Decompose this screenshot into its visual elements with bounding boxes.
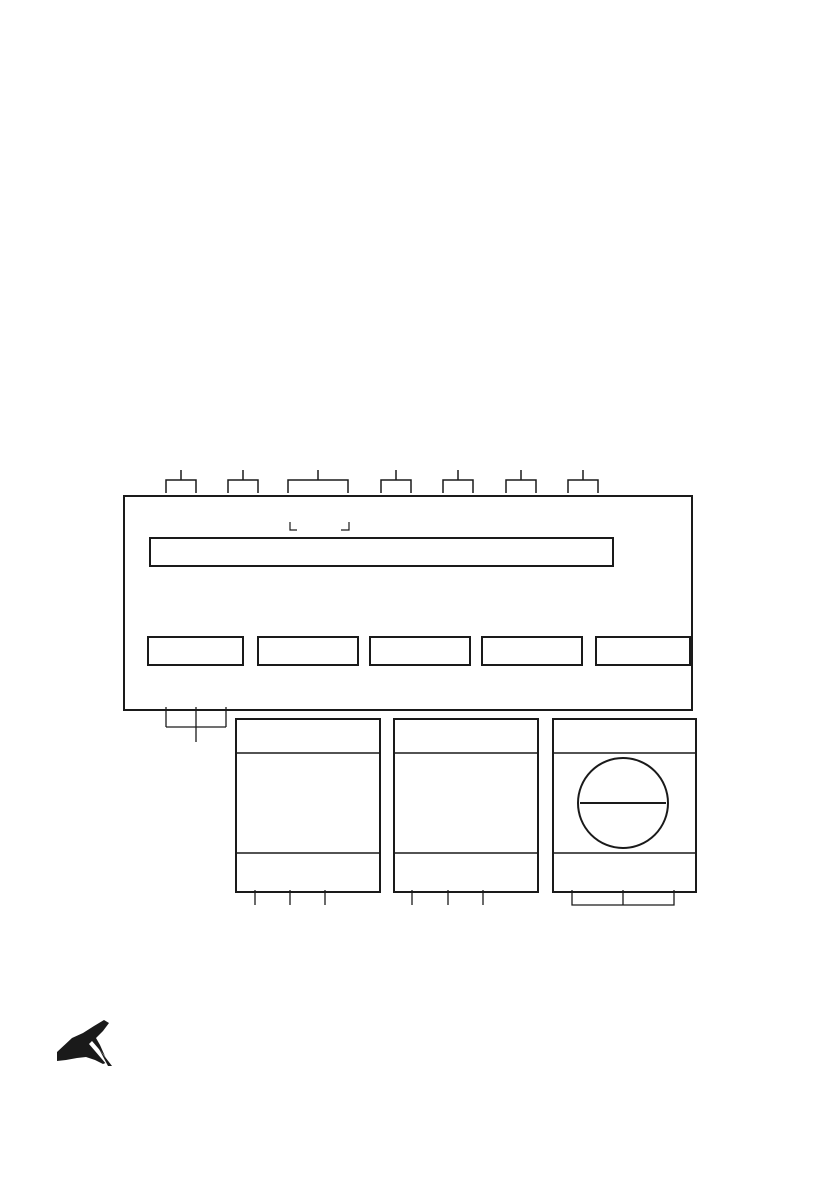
out-alarm-block [148, 637, 243, 665]
bracket-probes [288, 480, 348, 493]
out-motor1-block [258, 637, 358, 665]
bracket-clicson2 [228, 480, 258, 493]
control-board [124, 496, 692, 710]
gmin-bracket [290, 522, 349, 530]
out-motor2-block [370, 637, 470, 665]
supply-block [482, 637, 582, 665]
earth-block [596, 637, 690, 665]
top-terminal-strip [150, 538, 613, 566]
bracket-clicson1 [166, 480, 196, 493]
pen-hand-icon [57, 1020, 112, 1066]
label-brackets [166, 470, 598, 493]
bracket-exchange [381, 480, 411, 493]
contactor-1 [236, 719, 380, 892]
bracket-alarm-cmd [506, 480, 536, 493]
bracket-alarm-out [568, 480, 598, 493]
contactor-2 [394, 719, 538, 892]
supply-switch [553, 719, 696, 892]
bracket-duty [443, 480, 473, 493]
cumulative-alarm-bracket [166, 707, 226, 742]
